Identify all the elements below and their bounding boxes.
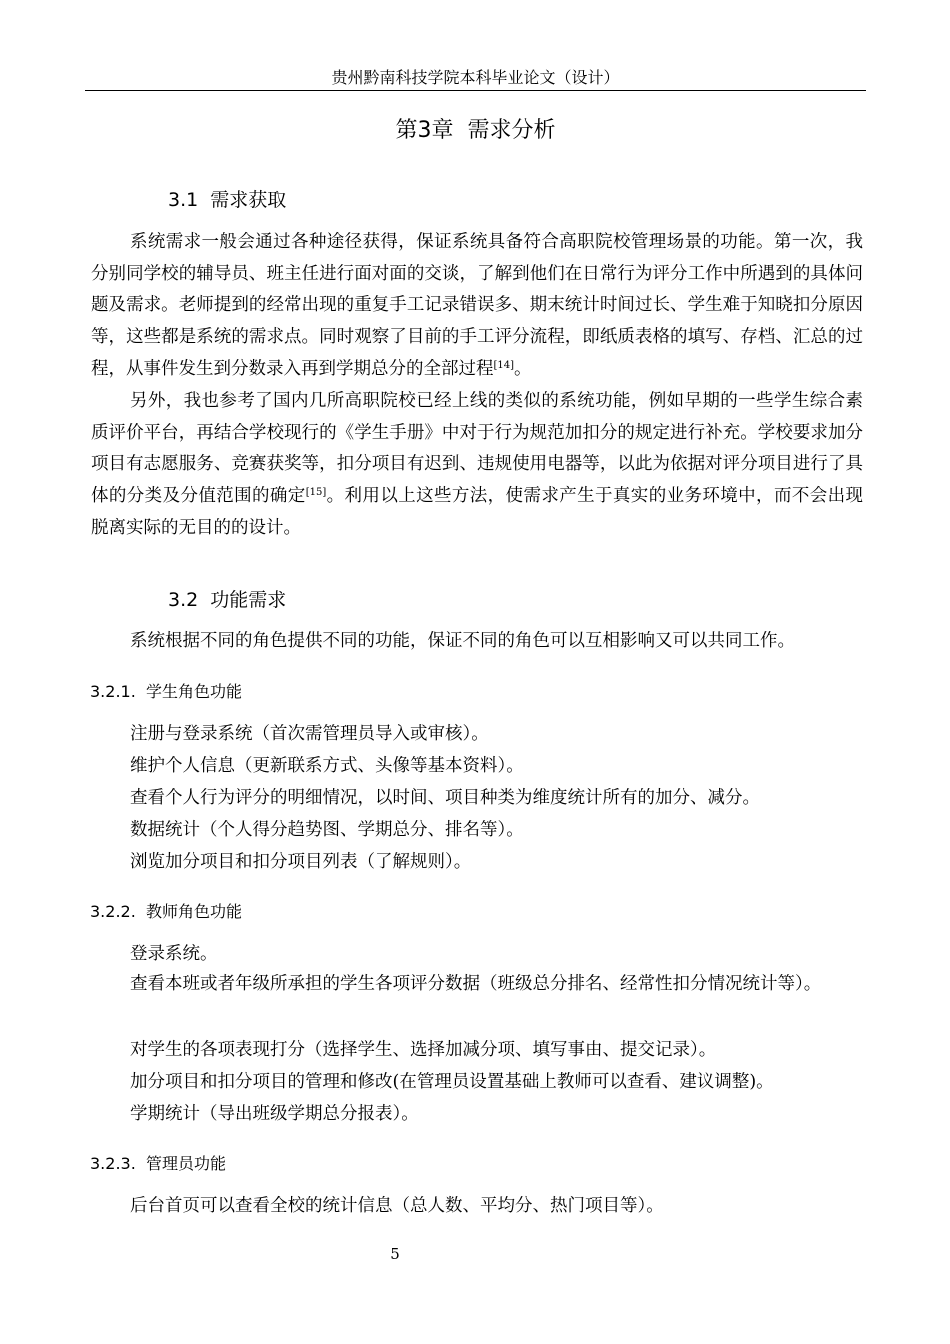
paragraph-text: 系统需求一般会通过各种途径获得，保证系统具备符合高职院校管理场景的功能。第一次，我分别同学校的辅导员、班主任进行面对面的交谈，了解到他们在日常行为评分工作中所遇到的具体问题及需求。老师提到的经常出现的重复手工记录错误多、期末统计时间过长、学生难于知晓扣分原因等，这些都是系统的需求点。同时观察了目前的手工评分流程，即纸质表格的填写、存档、汇总的过程，从事件发生到分数录入再到学期总分的全部过程 bbox=[91, 232, 863, 379]
subsection-heading-teacher: 3.2.2. 教师角色功能 bbox=[90, 902, 242, 921]
list-item: 学期统计（导出班级学期总分报表）。 bbox=[130, 1104, 419, 1124]
list-item: 维护个人信息（更新联系方式、头像等基本资料）。 bbox=[130, 756, 524, 776]
citation-ref: [14] bbox=[493, 359, 515, 371]
section-heading-3-2: 3.2 功能需求 bbox=[168, 589, 287, 611]
list-item: 对学生的各项表现打分（选择学生、选择加减分项、填写事由、提交记录）。 bbox=[130, 1040, 717, 1060]
chapter-title: 第3章 需求分析 bbox=[395, 118, 556, 143]
list-item: 查看本班或者年级所承担的学生各项评分数据（班级总分排名、经常性扣分情况统计等）。 bbox=[130, 974, 822, 994]
section-heading-3-1: 3.1 需求获取 bbox=[168, 189, 287, 211]
list-item: 数据统计（个人得分趋势图、学期总分、排名等）。 bbox=[130, 820, 524, 840]
subsection-heading-admin: 3.2.3. 管理员功能 bbox=[90, 1154, 226, 1173]
list-item: 浏览加分项目和扣分项目列表（了解规则）。 bbox=[130, 852, 472, 872]
page-number: 5 bbox=[390, 1245, 400, 1263]
paragraph-requirements-sources bbox=[91, 227, 863, 386]
list-item: 后台首页可以查看全校的统计信息（总人数、平均分、热门项目等）。 bbox=[130, 1196, 664, 1216]
paragraph-functional-intro: 系统根据不同的角色提供不同的功能，保证不同的角色可以互相影响又可以共同工作。 bbox=[130, 631, 795, 651]
paragraph-references-review bbox=[91, 386, 863, 545]
header-rule bbox=[85, 90, 866, 91]
list-item: 注册与登录系统（首次需管理员导入或审核）。 bbox=[130, 724, 489, 744]
subsection-heading-student: 3.2.1. 学生角色功能 bbox=[90, 682, 242, 701]
running-header: 贵州黔南科技学院本科毕业论文（设计） bbox=[331, 68, 620, 87]
paragraph-tail: 。 bbox=[514, 358, 532, 379]
paragraph-text: 另外，我也参考了国内几所高职院校已经上线的类似的系统功能，例如早期的一些学生综合素质评价平台，再结合学校现行的《学生手册》中对于行为规范加扣分的规定进行补充。学校要求加分项目有志愿服务、竞赛获奖等，扣分项目有迟到、违规使用电器等，以此为依据对评分项目进行了具体的分类及分值范围的确定 bbox=[91, 391, 863, 507]
paragraph-tail: 。利用以上这些方法，使需求产生于真实的业务环境中，而不会出现脱离实际的无目的的设计。 bbox=[91, 486, 864, 538]
list-item: 查看个人行为评分的明细情况，以时间、项目种类为维度统计所有的加分、减分。 bbox=[130, 788, 760, 808]
list-item: 加分项目和扣分项目的管理和修改(在管理员设置基础上教师可以查看、建议调整)。 bbox=[130, 1072, 774, 1092]
citation-ref: [15] bbox=[305, 487, 327, 499]
list-item: 登录系统。 bbox=[130, 944, 218, 964]
